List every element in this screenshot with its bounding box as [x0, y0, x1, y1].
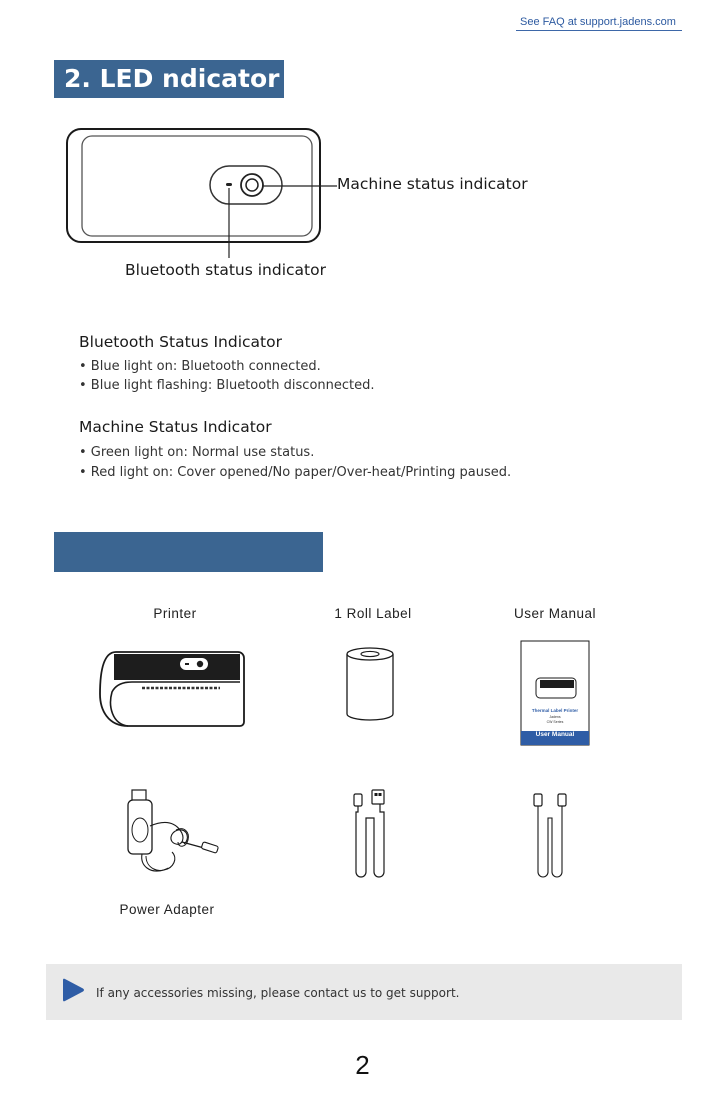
bluetooth-status-heading: Bluetooth Status Indicator — [79, 333, 282, 351]
manual-cover-banner: User Manual — [535, 731, 575, 738]
printer-icon — [98, 646, 248, 728]
item-label-user-manual: User Manual — [513, 606, 597, 621]
manual-cover-title: Thermal Label Printer — [531, 708, 579, 713]
item-label-printer: Printer — [153, 606, 197, 621]
play-arrow-icon — [60, 977, 86, 1003]
usb-a-to-c-cable-icon — [346, 788, 390, 878]
section-title-led-indicator: 2. LED ndicator — [54, 60, 284, 98]
machine-callout-line — [262, 185, 338, 187]
faq-link[interactable]: See FAQ at support.jadens.com — [520, 16, 676, 28]
page-number: 2 — [355, 1050, 370, 1080]
power-adapter-icon — [124, 786, 224, 886]
bluetooth-status-item: • Blue light flashing: Bluetooth disconnected. — [79, 378, 375, 393]
item-label-power-adapter: Power Adapter — [119, 902, 215, 917]
label-roll-icon — [344, 646, 396, 722]
callout-bluetooth-status: Bluetooth status indicator — [125, 261, 326, 279]
usb-c-to-c-cable-icon — [528, 788, 572, 878]
machine-status-item: • Red light on: Cover opened/No paper/Over-heat/Printing paused. — [79, 465, 512, 480]
machine-status-heading: Machine Status Indicator — [79, 418, 272, 436]
faq-underline — [516, 30, 682, 31]
machine-status-item: • Green light on: Normal use status. — [79, 445, 315, 460]
manual-cover-subtitle: Jadens — [549, 715, 561, 719]
bluetooth-status-item: • Blue light on: Bluetooth connected. — [79, 359, 321, 374]
notice-text: If any accessories missing, please contact us to get support. — [96, 986, 460, 1000]
manual-cover-series: CW Series — [546, 720, 564, 724]
bluetooth-led-icon — [226, 183, 232, 186]
item-label-label-roll: 1 Roll Label — [334, 606, 412, 621]
callout-machine-status: Machine status indicator — [337, 175, 528, 193]
section-title-package-contents — [54, 532, 323, 572]
